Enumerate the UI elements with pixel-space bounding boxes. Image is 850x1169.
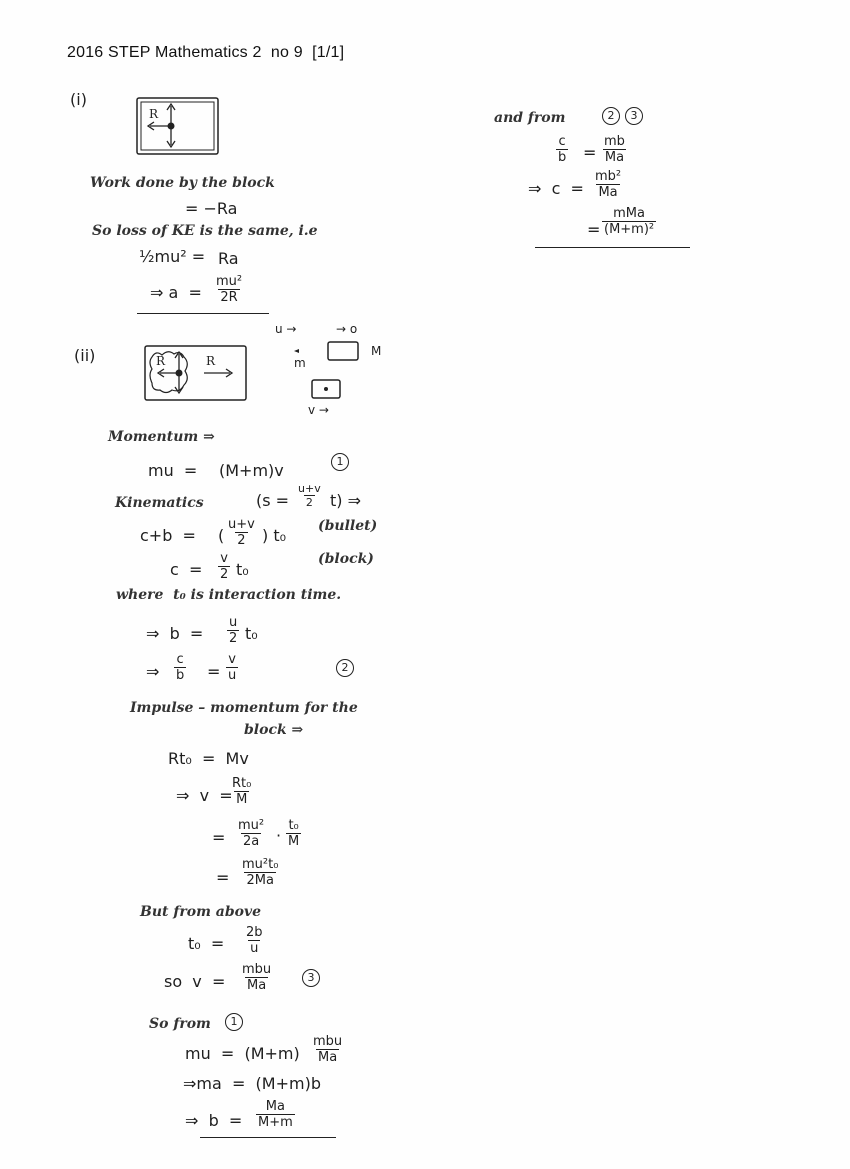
- v2-eq-dot: ·: [276, 826, 282, 845]
- fig-R-inner-label: R: [156, 354, 166, 368]
- fig-R-label: R: [149, 107, 159, 121]
- c-eq-lhs: c =: [170, 560, 203, 579]
- a-eq-fraction: $\frac{\text{mu²}}{2R}$: [216, 274, 243, 305]
- f3-eq-fraction: $\frac{Ma}{M+m}$: [258, 1099, 293, 1130]
- part-i-block-diagram: [136, 97, 220, 157]
- c-eq-post: t₀: [236, 560, 249, 579]
- ke-eq-lhs: ½mu² =: [139, 247, 206, 266]
- answer-underline-i: [137, 313, 269, 314]
- ke-eq-rhs: Ra: [218, 249, 239, 268]
- f2-eq: ⇒ma = (M+m)b: [183, 1074, 321, 1093]
- and-from-text: and from: [494, 110, 566, 126]
- diag-m-label: m: [294, 356, 306, 370]
- cb-ratio-arrow: ⇒: [146, 662, 160, 681]
- ref-1b: 1: [225, 1013, 243, 1031]
- answer-underline-right: [535, 247, 690, 248]
- v4-eq-lhs: so v =: [164, 972, 226, 991]
- cb-eq-fraction: $\frac{u+v}{2}$: [228, 517, 255, 548]
- vu-ratio-fraction: $\frac{v}{u}$: [228, 652, 237, 683]
- momentum-text: Momentum ⇒: [108, 429, 215, 445]
- kinematics-text: Kinematics: [115, 495, 204, 511]
- rc-eq3-equals: =: [587, 220, 601, 239]
- momentum-eq-rhs: (M+m)v: [219, 461, 284, 480]
- diag-u-label: u →: [275, 322, 297, 336]
- so-from-text: So from: [149, 1016, 211, 1032]
- ref-3: 3: [302, 969, 320, 987]
- diag-arrow-label: → o: [336, 322, 358, 336]
- cb-ratio-fraction: $\frac{c}{b}$: [176, 652, 185, 683]
- answer-underline-ii: [200, 1137, 336, 1138]
- rc-eq1-equals: =: [583, 143, 597, 162]
- momentum-eq-lhs: mu =: [148, 461, 198, 480]
- ref-1: 1: [331, 453, 349, 471]
- kin-formula-post: t) ⇒: [330, 491, 362, 510]
- rt-eq: Rt₀ = Mv: [168, 749, 249, 768]
- where-text: where t₀ is interaction time.: [116, 587, 342, 603]
- v3-eq-equals: =: [216, 868, 230, 887]
- rc-eq2-lhs: ⇒ c =: [528, 179, 584, 198]
- v4-eq-fraction: mbu Ma: [242, 962, 272, 993]
- v2-eq-fraction-2: $\frac{\text{t₀}}{M}$: [288, 818, 300, 849]
- work-done-text: Work done by the block: [90, 175, 275, 191]
- v2-eq-equals: =: [212, 828, 226, 847]
- kin-formula-pre: (s =: [256, 491, 290, 510]
- impulse-text-1: Impulse – momentum for the: [130, 700, 358, 716]
- fig-R-outer-label: R: [206, 354, 216, 368]
- but-text: But from above: [140, 904, 262, 920]
- ke-loss-text: So loss of KE is the same, i.e: [92, 223, 318, 239]
- f1-eq-lhs: mu = (M+m): [185, 1044, 300, 1063]
- v3-eq-fraction: $\frac{\text{mu²t₀}}{2Ma}$: [242, 857, 279, 888]
- page-title: 2016 STEP Mathematics 2 no 9 [1/1]: [67, 44, 345, 61]
- cb-ratio-eq: =: [207, 662, 221, 681]
- c-eq-note: (block): [318, 551, 374, 567]
- diag-M-label: M: [371, 344, 382, 358]
- b-eq-lhs: ⇒ b =: [146, 624, 204, 643]
- impulse-text-2: block ⇒: [244, 722, 304, 738]
- cb-eq-note: (bullet): [318, 518, 378, 534]
- ref-3-right: 3: [625, 107, 643, 125]
- cb-eq-post: ) t₀: [262, 526, 287, 545]
- c-eq-fraction: $\frac{v}{2}$: [220, 551, 229, 582]
- f1-eq-fraction: mbu Ma: [313, 1034, 343, 1065]
- t0-eq-fraction: $\frac{2b}{u}$: [246, 925, 263, 956]
- t0-eq-lhs: t₀ =: [188, 934, 225, 953]
- ref-2-right: 2: [602, 107, 620, 125]
- part-i-label: (i): [70, 90, 87, 109]
- work-done-value: = −Ra: [185, 199, 238, 218]
- v2-eq-fraction-1: $\frac{\text{mu²}}{2a}$: [238, 818, 265, 849]
- b-eq-fraction: $\frac{u}{2}$: [229, 615, 238, 646]
- v1-eq-lhs: ⇒ v =: [176, 786, 233, 805]
- ref-2: 2: [336, 659, 354, 677]
- a-eq-lhs: ⇒ a =: [150, 283, 202, 302]
- kin-formula-fraction: $\frac{u+v}{2}$: [298, 482, 321, 509]
- rc-eq3-fraction: mMa (M+m)²: [604, 206, 655, 237]
- cb-eq-lhs: c+b =: [140, 526, 196, 545]
- part-ii-label: (ii): [74, 346, 96, 365]
- b-eq-post: t₀: [245, 624, 258, 643]
- cb-eq-paren: (: [218, 526, 225, 545]
- v1-eq-fraction: $\frac{\text{Rt₀}}{M}$: [232, 776, 252, 807]
- part-ii-block-diagram: [144, 345, 248, 403]
- diag-v-label: v →: [308, 403, 329, 417]
- rc-eq1-rfraction: $\frac{mb}{Ma}$: [604, 134, 625, 165]
- collision-sketch: [290, 340, 370, 400]
- f3-eq-lhs: ⇒ b =: [185, 1111, 243, 1130]
- rc-eq1-fraction: $\frac{c}{b}$: [558, 134, 567, 165]
- rc-eq2-fraction: $\frac{\text{mb²}}{Ma}$: [595, 169, 622, 200]
